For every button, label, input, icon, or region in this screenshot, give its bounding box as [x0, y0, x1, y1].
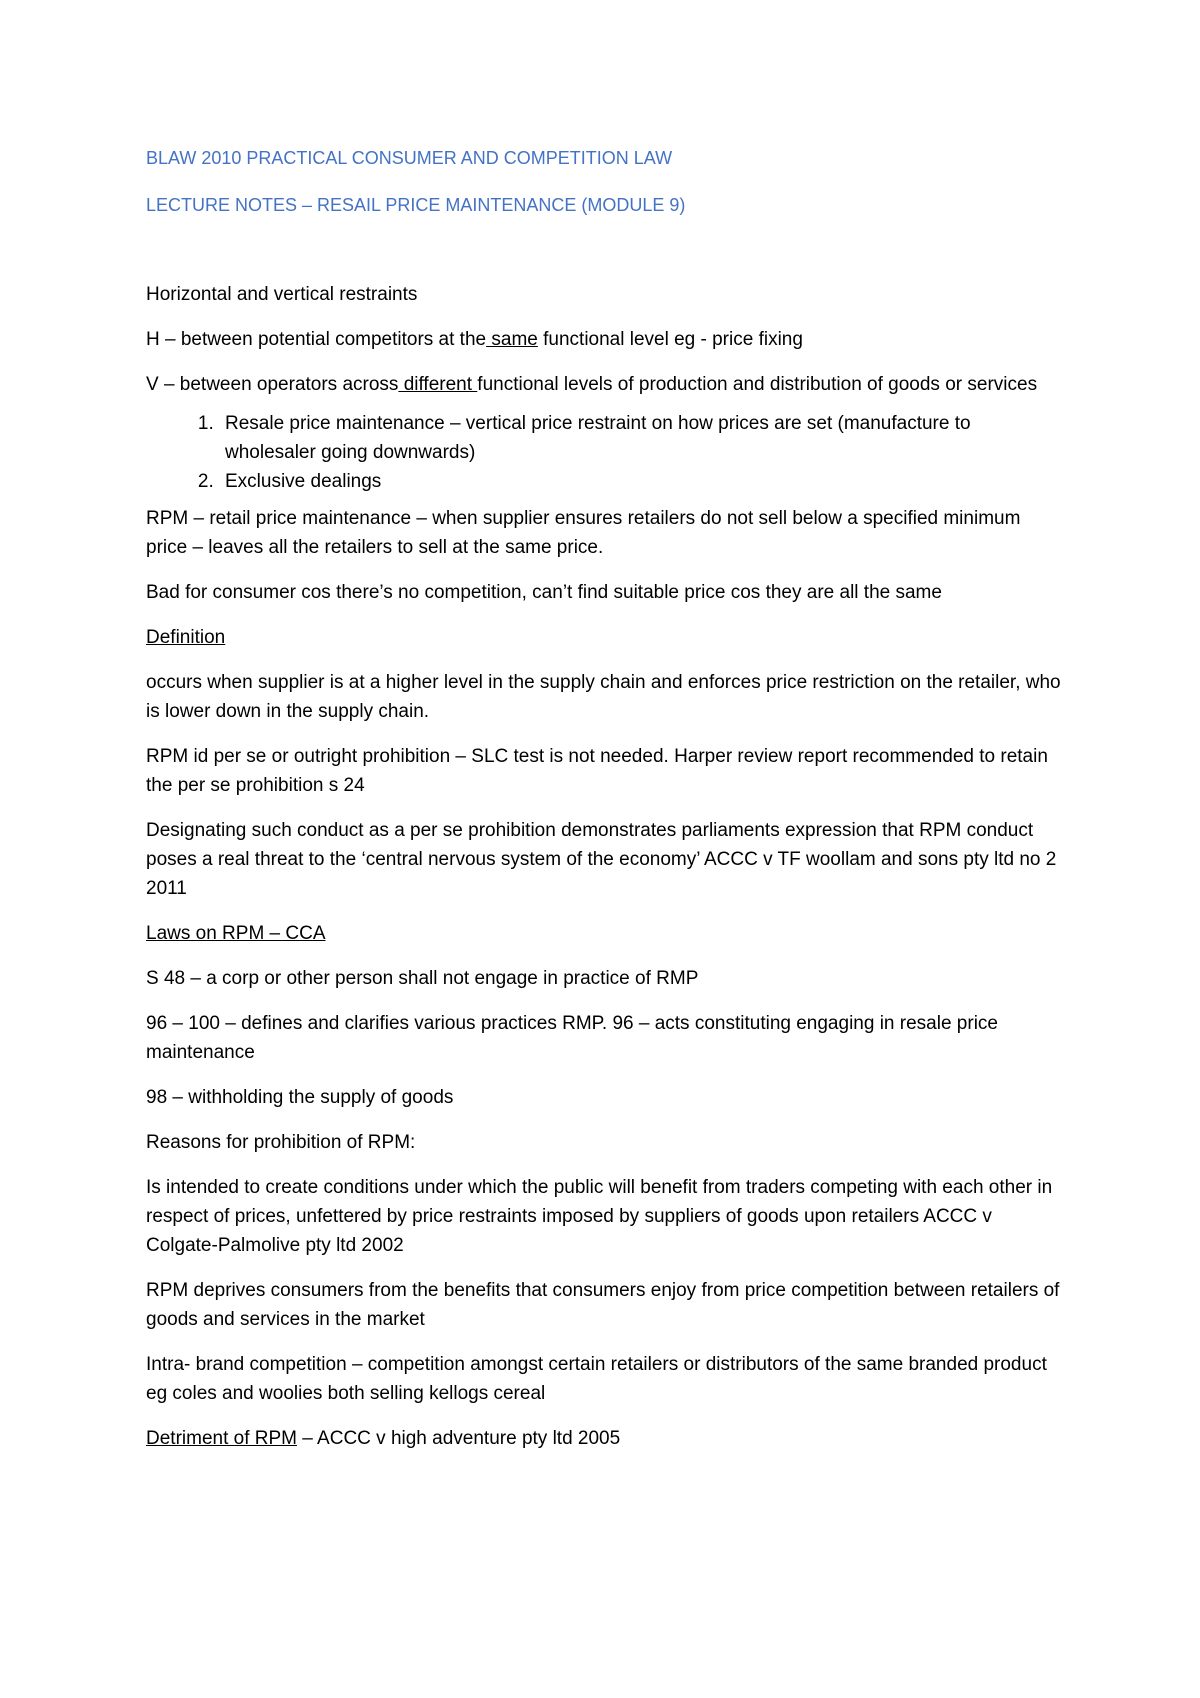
s96-paragraph: 96 – 100 – defines and clarifies various practices RMP. 96 – acts constituting engaging in resale price maintenance [146, 1013, 998, 1063]
lecture-title: LECTURE NOTES – RESAIL PRICE MAINTENANCE (MODULE 9) [146, 195, 686, 215]
intended-paragraph: Is intended to create conditions under which the public will benefit from traders competing with each other in respect of prices, unfettered by price restraints imposed by suppliers of goods upon retailers ACCC v Colgate-Palmolive pty ltd 2002 [146, 1177, 1053, 1256]
vertical-text-after: functional levels of production and distribution of goods or services [477, 374, 1038, 395]
horizontal-underlined-text: same [486, 329, 538, 350]
restraints-paragraph: Horizontal and vertical restraints [146, 284, 418, 305]
horizontal-text-after: functional level eg - price fixing [537, 329, 803, 350]
definition-paragraph: occurs when supplier is at a higher level in the supply chain and enforces price restriction on the retailer, who is lower down in the supply chain. [146, 672, 1061, 722]
list-item: 2. Exclusive dealings [219, 467, 1066, 496]
detriment-paragraph [146, 1424, 1066, 1453]
detriment-text-after: – ACCC v high adventure pty ltd 2005 [296, 1428, 621, 1449]
reasons-paragraph: Reasons for prohibition of RPM: [146, 1132, 416, 1153]
deprives-paragraph: RPM deprives consumers from the benefits that consumers enjoy from price competition between retailers of goods and services in the market [146, 1280, 1060, 1330]
detriment-underlined-text: Detriment of RPM [146, 1428, 297, 1449]
horizontal-paragraph [146, 325, 1066, 354]
bad-for-consumer-paragraph: Bad for consumer cos there’s no competition, can’t find suitable price cos they are all the same [146, 582, 942, 603]
list-item: 1. Resale price maintenance – vertical price restraint on how prices are set (manufacture to wholesaler going downwards) [219, 409, 1066, 467]
course-title: BLAW 2010 PRACTICAL CONSUMER AND COMPETITION LAW [146, 148, 673, 168]
vertical-text-before: V – between operators across [146, 374, 399, 395]
intrabrand-paragraph: Intra- brand competition – competition amongst certain retailers or distributors of the same branded product eg coles and woolies both selling kellogs cereal [146, 1354, 1047, 1404]
s98-paragraph: 98 – withholding the supply of goods [146, 1087, 454, 1108]
laws-heading-text: Laws on RPM – CCA [146, 923, 326, 944]
rpm-paragraph: RPM – retail price maintenance – when supplier ensures retailers do not sell below a specified minimum price – leaves all the retailers to sell at the same price. [146, 508, 1021, 558]
per-se-paragraph: RPM id per se or outright prohibition – SLC test is not needed. Harper review report recommended to retain the per se prohibition s 24 [146, 746, 1048, 796]
vertical-paragraph [146, 370, 1066, 399]
definition-heading-text: Definition [146, 627, 226, 648]
document-body [146, 144, 1066, 1469]
laws-heading [146, 919, 1066, 948]
designating-paragraph: Designating such conduct as a per se prohibition demonstrates parliaments expression that RPM conduct poses a real threat to the ‘central nervous system of the economy’ ACCC v TF woollam and sons pty ltd no 2 2011 [146, 820, 1057, 899]
restraint-types-list [146, 409, 1066, 496]
vertical-underlined-text: different [398, 374, 478, 395]
s48-paragraph: S 48 – a corp or other person shall not engage in practice of RMP [146, 968, 699, 989]
horizontal-text-before: H – between potential competitors at the [146, 329, 487, 350]
definition-heading [146, 623, 1066, 652]
